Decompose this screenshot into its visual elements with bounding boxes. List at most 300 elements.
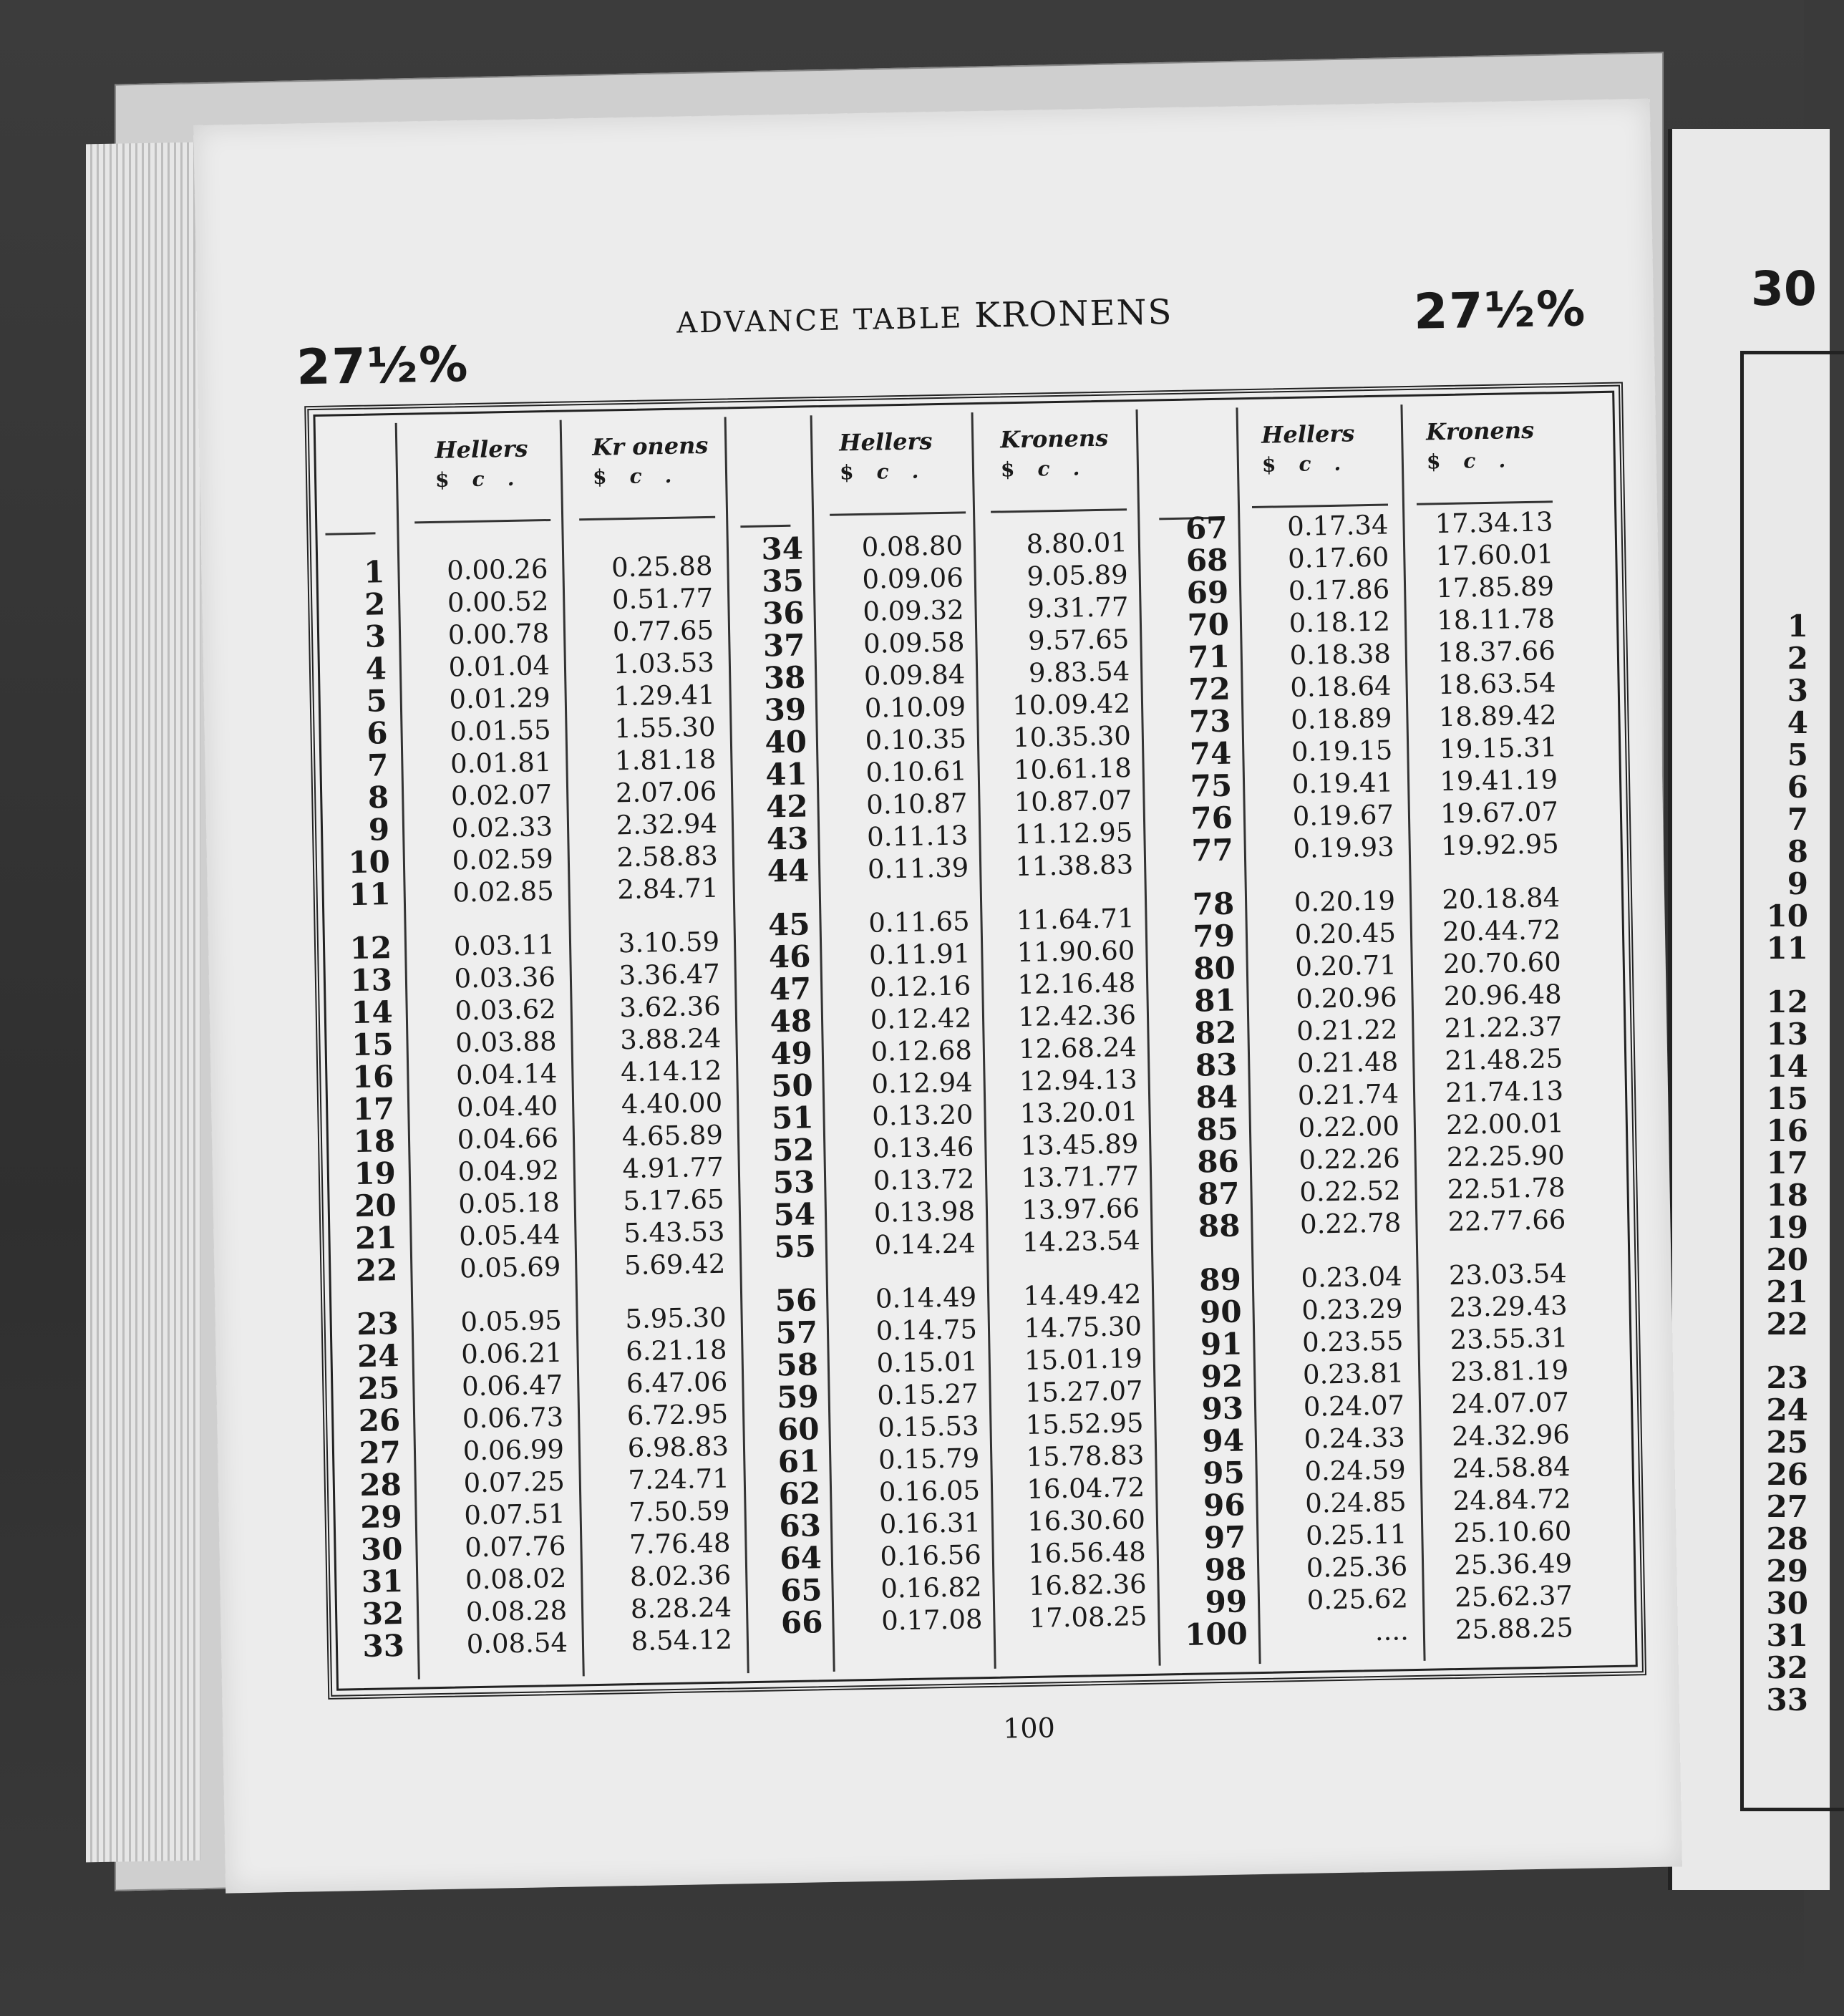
hellers-value-cell: 0.08.28 — [465, 1594, 568, 1628]
next-page-row-number: 28 — [1766, 1521, 1808, 1556]
row-number-cell: 25 — [357, 1370, 400, 1407]
kronens-value-cell: 17.85.89 — [1435, 571, 1555, 604]
hellers-value-cell: 0.04.92 — [457, 1154, 560, 1188]
hellers-value-cell: 0.13.72 — [873, 1163, 975, 1196]
kronens-value-cell: 14.23.54 — [1022, 1225, 1141, 1259]
row-number-cell: 17 — [352, 1091, 395, 1128]
hellers-value-cell: 0.04.40 — [456, 1090, 558, 1123]
kronens-value-cell: 19.92.95 — [1440, 828, 1560, 862]
kronens-value-cell: 24.58.84 — [1452, 1451, 1571, 1485]
row-number-cell: 14 — [350, 994, 394, 1031]
kronens-value-cell: 7.50.59 — [628, 1495, 730, 1528]
row-number-cell: 11 — [348, 876, 392, 913]
next-page-row-number: 8 — [1787, 834, 1808, 869]
next-page-row-number: 23 — [1766, 1360, 1808, 1395]
row-number-cell: 84 — [1195, 1079, 1238, 1115]
next-page-row-number: 17 — [1766, 1145, 1808, 1181]
kronens-value-cell: 10.87.07 — [1014, 785, 1132, 818]
row-number-cell: 26 — [358, 1402, 401, 1439]
row-number-cell: 34 — [761, 530, 804, 567]
hellers-value-cell: 0.02.59 — [452, 843, 554, 876]
row-number-cell: 18 — [353, 1123, 396, 1160]
hellers-value-cell: 0.12.68 — [870, 1034, 973, 1067]
kronens-value-cell: 17.34.13 — [1435, 506, 1553, 540]
kronens-value-cell: 12.94.13 — [1019, 1064, 1138, 1097]
kronens-value-cell: 18.89.42 — [1438, 699, 1557, 733]
hellers-value-cell: 0.07.25 — [463, 1465, 566, 1499]
hellers-value-cell: 0.24.33 — [1304, 1422, 1406, 1455]
row-number-cell: 80 — [1193, 950, 1236, 987]
kronens-value-cell: 2.07.06 — [615, 775, 717, 809]
kronens-value-cell: 19.15.31 — [1439, 732, 1558, 765]
kronens-value-cell: 9.05.89 — [1027, 559, 1129, 592]
kronens-value-cell: 23.29.43 — [1449, 1290, 1568, 1324]
next-page-row-number: 9 — [1787, 866, 1808, 901]
main-page — [193, 99, 1682, 1894]
row-number-cell: 88 — [1198, 1208, 1241, 1244]
hellers-value-cell: 0.17.34 — [1286, 509, 1389, 543]
kronens-value-cell: 9.57.65 — [1027, 624, 1130, 656]
kronens-value-cell: 20.70.60 — [1442, 946, 1562, 980]
head-kronens-1: Kr onens $c. — [591, 431, 709, 489]
kronens-value-cell: 21.22.37 — [1444, 1011, 1563, 1045]
kronens-value-cell: 5.69.42 — [623, 1248, 726, 1281]
hellers-value-cell: 0.10.35 — [865, 723, 967, 756]
row-number-cell: 51 — [771, 1100, 814, 1136]
block-1-hellers — [412, 553, 568, 1661]
kronens-value-cell: 0.51.77 — [611, 582, 714, 616]
row-number-cell: 29 — [359, 1498, 403, 1536]
kronens-value-cell: 3.10.59 — [618, 926, 720, 959]
row-number-cell: 36 — [762, 595, 805, 631]
row-number-cell: 97 — [1203, 1519, 1246, 1556]
next-page-row-number: 10 — [1766, 898, 1808, 934]
row-number-cell: 70 — [1187, 606, 1230, 643]
hellers-value-cell: 0.07.76 — [464, 1530, 566, 1564]
hellers-value-cell: 0.03.11 — [453, 929, 555, 962]
hellers-value-cell: 0.21.48 — [1296, 1046, 1399, 1079]
block-1-kronens — [576, 550, 732, 1658]
kronens-value-cell: 16.56.48 — [1027, 1536, 1147, 1569]
row-number-cell: 66 — [780, 1604, 823, 1641]
next-page-row-number: 26 — [1766, 1457, 1808, 1492]
hellers-value-cell: 0.23.04 — [1301, 1261, 1403, 1294]
row-number-cell: 5 — [366, 683, 388, 719]
hellers-value-cell: 0.00.52 — [447, 586, 549, 619]
kronens-value-cell: 20.44.72 — [1442, 914, 1561, 948]
next-page-row-number: 20 — [1766, 1242, 1808, 1277]
hellers-value-cell: 0.06.99 — [462, 1433, 565, 1467]
row-number-cell: 31 — [361, 1563, 404, 1600]
kronens-value-cell: 21.74.13 — [1445, 1075, 1564, 1109]
kronens-value-cell: 13.20.01 — [1019, 1096, 1138, 1130]
hellers-value-cell: 0.19.15 — [1291, 735, 1393, 768]
next-page-row-number: 12 — [1766, 984, 1808, 1019]
head-hellers-1: Hellers $c. — [435, 435, 538, 492]
kronens-value-cell: 14.49.42 — [1023, 1279, 1142, 1312]
row-number-cell: 95 — [1202, 1455, 1246, 1491]
hellers-value-cell: 0.12.42 — [870, 1002, 972, 1035]
kronens-value-cell: 5.95.30 — [625, 1302, 727, 1335]
hellers-value-cell: 0.17.08 — [880, 1604, 983, 1637]
next-page-row-number: 25 — [1766, 1425, 1808, 1460]
row-number-cell: 89 — [1198, 1261, 1242, 1298]
row-number-cell: 61 — [777, 1443, 820, 1480]
row-number-cell: 77 — [1190, 832, 1234, 868]
kronens-value-cell: 7.76.48 — [629, 1527, 731, 1561]
hellers-value-cell: 0.09.58 — [863, 626, 965, 659]
next-page-row-number: 3 — [1787, 673, 1808, 708]
next-page-row-number: 33 — [1766, 1682, 1808, 1717]
kronens-value-cell: 5.43.53 — [623, 1216, 725, 1249]
next-page-row-number: 6 — [1787, 770, 1808, 805]
hellers-value-cell: 0.02.85 — [452, 875, 555, 908]
row-number-cell: 83 — [1195, 1047, 1238, 1083]
row-number-cell: 21 — [354, 1220, 397, 1256]
kronens-value-cell: 16.30.60 — [1027, 1503, 1146, 1537]
hellers-value-cell: 0.11.65 — [868, 906, 970, 939]
next-page-row-number: 21 — [1766, 1274, 1808, 1309]
row-number-cell: 4 — [365, 651, 387, 687]
next-page-row-number: 15 — [1766, 1081, 1808, 1116]
row-number-cell: 30 — [360, 1531, 403, 1568]
hellers-value-cell: 0.08.54 — [466, 1627, 568, 1660]
hellers-value-cell: 0.22.26 — [1299, 1143, 1401, 1176]
next-page-row-numbers — [1744, 610, 1808, 1716]
hellers-value-cell: 0.08.02 — [465, 1562, 567, 1596]
row-number-cell: 79 — [1193, 918, 1236, 954]
row-number-cell: 3 — [364, 619, 387, 654]
row-number-cell: 12 — [349, 930, 392, 966]
page-title — [676, 292, 1173, 341]
kronens-value-cell: 8.80.01 — [1026, 527, 1128, 560]
kronens-value-cell: 10.35.30 — [1012, 720, 1132, 754]
kronens-value-cell: 12.16.48 — [1017, 967, 1136, 1001]
hellers-value-cell: 0.25.62 — [1306, 1583, 1409, 1616]
row-number-cell: 67 — [1185, 510, 1228, 546]
hellers-value-cell: 0.20.45 — [1294, 917, 1397, 950]
hellers-value-cell: 0.01.04 — [448, 650, 550, 683]
hellers-value-cell: 0.04.14 — [455, 1057, 558, 1091]
kronens-value-cell: 12.42.36 — [1017, 999, 1137, 1033]
hellers-value-cell: 0.02.07 — [450, 778, 553, 812]
row-number-cell: 74 — [1189, 735, 1232, 772]
row-number-cell: 7 — [367, 747, 389, 783]
row-number-cell: 37 — [762, 627, 805, 664]
hellers-value-cell: 0.12.16 — [869, 970, 971, 1003]
row-number-cell: 68 — [1185, 542, 1228, 578]
next-page-row-number: 22 — [1766, 1307, 1808, 1342]
kronens-value-cell: 11.12.95 — [1014, 817, 1133, 850]
row-number-cell: 49 — [770, 1035, 813, 1072]
head-kronens-3: Kronens $c. — [1425, 416, 1535, 474]
page-number: 100 — [1002, 1712, 1056, 1745]
kronens-value-cell: 20.18.84 — [1441, 882, 1561, 916]
hellers-value-cell: 0.09.06 — [862, 562, 964, 595]
row-number-cell: 42 — [765, 788, 809, 825]
row-number-cell: 2 — [364, 586, 386, 622]
kronens-value-cell: 17.60.01 — [1435, 538, 1554, 572]
block-3-kronens — [1406, 505, 1573, 1646]
hellers-value-cell: 0.15.79 — [878, 1443, 980, 1475]
next-page-row-number: 11 — [1766, 931, 1808, 966]
hellers-value-cell: 0.14.75 — [875, 1314, 978, 1347]
hellers-value-cell: 0.23.81 — [1302, 1357, 1404, 1390]
hellers-value-cell: 0.24.85 — [1304, 1486, 1407, 1519]
row-number-cell: 33 — [362, 1627, 405, 1664]
kronens-value-cell: 11.38.83 — [1015, 849, 1134, 883]
kronens-value-cell: 4.65.89 — [621, 1119, 724, 1153]
next-page-row-number: 18 — [1766, 1178, 1808, 1213]
hellers-value-cell: 0.16.05 — [878, 1475, 981, 1508]
row-number-cell: 65 — [780, 1572, 823, 1609]
head-hellers-2: Hellers $c. — [838, 427, 942, 485]
row-number-cell: 50 — [770, 1067, 814, 1104]
hellers-value-cell: 0.02.33 — [451, 810, 553, 844]
kronens-value-cell: 4.40.00 — [621, 1087, 723, 1120]
hellers-value-cell: 0.03.62 — [455, 993, 557, 1027]
row-number-cell: 27 — [359, 1435, 402, 1471]
row-number-cell: 16 — [351, 1059, 394, 1095]
kronens-value-cell: 15.27.07 — [1024, 1375, 1144, 1409]
kronens-value-cell: 0.25.88 — [611, 550, 713, 583]
next-page-row-number: 5 — [1787, 737, 1808, 772]
hellers-value-cell: 0.22.52 — [1299, 1175, 1401, 1208]
row-number-cell: 48 — [770, 1003, 812, 1040]
hellers-value-cell: 0.13.98 — [873, 1196, 976, 1228]
hellers-value-cell: 0.11.91 — [868, 938, 971, 971]
percent-left: 27½% — [296, 336, 470, 397]
hellers-value-cell: 0.18.38 — [1289, 638, 1392, 672]
hellers-value-cell: 0.22.00 — [1298, 1110, 1400, 1143]
kronens-value-cell: 0.77.65 — [612, 614, 714, 648]
hellers-value-cell: 0.03.88 — [455, 1025, 557, 1059]
hellers-value-cell: 0.05.69 — [459, 1251, 561, 1284]
row-number-cell: 59 — [776, 1379, 820, 1415]
hellers-value-cell: 0.19.93 — [1293, 831, 1395, 865]
row-number-cell: 62 — [778, 1475, 821, 1512]
kronens-value-cell: 7.24.71 — [628, 1463, 730, 1496]
hellers-value-cell: 0.06.47 — [461, 1369, 563, 1402]
hellers-value-cell: 0.17.86 — [1288, 573, 1390, 607]
kronens-value-cell: 13.97.66 — [1021, 1193, 1140, 1226]
hellers-value-cell: 0.24.07 — [1303, 1390, 1405, 1423]
hellers-value-cell: 0.15.53 — [877, 1410, 979, 1443]
head-hellers-3: Hellers $c. — [1261, 420, 1364, 477]
kronens-value-cell: 10.09.42 — [1011, 688, 1131, 722]
hellers-value-cell: 0.16.82 — [880, 1571, 982, 1604]
row-number-cell: 24 — [356, 1338, 399, 1375]
kronens-value-cell: 20.96.48 — [1443, 979, 1562, 1012]
row-number-cell: 93 — [1201, 1390, 1244, 1427]
kronens-value-cell: 19.67.07 — [1440, 796, 1559, 830]
hellers-value-cell: 0.00.26 — [446, 553, 548, 586]
hellers-value-cell: 0.00.78 — [447, 618, 550, 651]
kronens-value-cell: 12.68.24 — [1018, 1032, 1137, 1065]
hellers-value-cell: 0.15.01 — [876, 1346, 979, 1379]
hellers-value-cell: 0.11.13 — [866, 820, 969, 853]
title-prefix: ADVANCE TABLE — [676, 301, 964, 340]
row-number-cell: 82 — [1194, 1014, 1237, 1051]
kronens-value-cell: 4.14.12 — [620, 1055, 722, 1088]
kronens-value-cell: 1.03.53 — [613, 646, 715, 680]
kronens-value-cell: 8.28.24 — [630, 1591, 732, 1625]
next-page-row-number: 30 — [1766, 1586, 1808, 1621]
row-number-cell: 20 — [354, 1188, 397, 1224]
kronens-value-cell: 6.21.18 — [625, 1334, 727, 1367]
row-number-cell: 19 — [353, 1155, 397, 1192]
kronens-value-cell: 1.55.30 — [613, 711, 716, 745]
row-number-cell: 52 — [772, 1132, 815, 1168]
kronens-value-cell: 6.72.95 — [626, 1398, 729, 1432]
hellers-value-cell: 0.15.27 — [877, 1378, 979, 1411]
kronens-value-cell: 1.81.18 — [614, 743, 717, 777]
row-number-cell: 13 — [350, 962, 393, 999]
kronens-value-cell: 23.03.54 — [1448, 1258, 1568, 1292]
next-page-row-number: 32 — [1766, 1650, 1808, 1685]
hellers-value-cell: 0.17.60 — [1287, 541, 1389, 575]
kronens-value-cell: 3.62.36 — [619, 990, 722, 1024]
row-number-cell: 56 — [775, 1282, 817, 1319]
block-2-hellers — [827, 529, 983, 1637]
hellers-value-cell: 0.09.32 — [862, 594, 964, 627]
kronens-value-cell: 15.52.95 — [1025, 1407, 1144, 1440]
hellers-value-cell: 0.20.71 — [1295, 949, 1397, 982]
kronens-value-cell: 22.51.78 — [1447, 1172, 1566, 1206]
row-number-cell: 32 — [361, 1595, 404, 1632]
kronens-value-cell: 22.77.66 — [1447, 1204, 1566, 1238]
next-page-row-number: 2 — [1787, 641, 1808, 676]
kronens-value-cell: 1.29.41 — [613, 679, 716, 712]
hellers-value-cell: .... — [1374, 1615, 1409, 1647]
row-number-cell: 39 — [764, 692, 807, 728]
kronens-value-cell: 13.45.89 — [1020, 1128, 1139, 1162]
kronens-value-cell: 25.36.49 — [1453, 1548, 1573, 1581]
next-page-percent: 30 — [1751, 261, 1817, 316]
row-number-cell: 64 — [779, 1540, 822, 1576]
head-kronens-2: Kronens $c. — [999, 424, 1109, 482]
hellers-value-cell: 0.18.12 — [1289, 606, 1391, 639]
row-number-cell: 45 — [767, 906, 811, 943]
hellers-value-cell: 0.23.55 — [1301, 1325, 1404, 1358]
row-number-cell: 55 — [773, 1228, 817, 1265]
row-number-cell: 86 — [1196, 1143, 1240, 1180]
hellers-value-cell: 0.23.29 — [1301, 1293, 1403, 1326]
row-number-cell: 44 — [767, 853, 810, 889]
kronens-value-cell: 18.11.78 — [1436, 603, 1556, 636]
row-number-cell: 23 — [356, 1306, 399, 1342]
row-number-cell: 99 — [1205, 1584, 1248, 1620]
row-number-cell: 85 — [1196, 1111, 1239, 1148]
hellers-value-cell: 0.14.24 — [874, 1228, 976, 1261]
row-number-cell: 41 — [765, 756, 808, 793]
percent-right: 27½% — [1413, 281, 1587, 341]
hellers-value-cell: 0.05.44 — [458, 1218, 561, 1252]
row-number-cell: 69 — [1186, 574, 1229, 611]
hellers-value-cell: 0.10.87 — [865, 788, 968, 820]
hellers-value-cell: 0.16.56 — [880, 1539, 982, 1572]
page-edges — [86, 142, 200, 1863]
kronens-value-cell: 9.83.54 — [1028, 656, 1130, 689]
hellers-value-cell: 0.05.95 — [460, 1304, 563, 1338]
kronens-value-cell: 13.71.77 — [1020, 1160, 1140, 1194]
hellers-value-cell: 0.19.41 — [1291, 767, 1394, 800]
hellers-value-cell: 0.04.66 — [457, 1122, 559, 1155]
hellers-value-cell: 0.05.18 — [458, 1186, 561, 1220]
hellers-value-cell: 0.16.31 — [879, 1507, 981, 1540]
next-page — [1668, 129, 1830, 1890]
kronens-value-cell: 22.00.01 — [1445, 1108, 1565, 1141]
hellers-value-cell: 0.13.46 — [872, 1131, 974, 1164]
hellers-value-cell: 0.20.19 — [1294, 885, 1396, 918]
kronens-value-cell: 2.58.83 — [616, 840, 719, 873]
next-page-row-number: 7 — [1787, 802, 1808, 837]
row-number-cell: 90 — [1199, 1294, 1243, 1330]
hellers-value-cell: 0.09.84 — [863, 659, 966, 692]
row-number-cell: 6 — [366, 715, 389, 751]
row-number-cell: 76 — [1190, 800, 1233, 836]
hellers-value-cell: 0.18.89 — [1290, 702, 1392, 736]
row-number-cell: 47 — [769, 971, 812, 1007]
row-number-cell: 22 — [355, 1252, 398, 1289]
next-page-row-number: 14 — [1766, 1049, 1808, 1084]
kronens-value-cell: 16.04.72 — [1026, 1471, 1145, 1505]
row-number-cell: 91 — [1200, 1326, 1243, 1362]
next-page-row-number: 13 — [1766, 1017, 1808, 1052]
title-main: KRONENS — [974, 291, 1173, 336]
row-number-cell: 38 — [763, 659, 806, 696]
row-number-cell: 9 — [368, 812, 390, 848]
kronens-value-cell: 5.17.65 — [623, 1183, 725, 1217]
kronens-value-cell: 25.88.25 — [1455, 1612, 1574, 1646]
hellers-value-cell: 0.10.61 — [865, 755, 968, 788]
kronens-value-cell: 23.55.31 — [1450, 1322, 1568, 1356]
row-number-cell: 57 — [775, 1314, 818, 1351]
row-number-cell: 40 — [765, 724, 807, 760]
next-page-row-number: 19 — [1766, 1210, 1808, 1245]
row-number-cell: 92 — [1200, 1358, 1243, 1395]
block-2-kronens — [984, 526, 1147, 1634]
kronens-value-cell: 2.84.71 — [617, 872, 719, 906]
hellers-value-cell: 0.06.73 — [462, 1401, 564, 1435]
next-page-row-number: 29 — [1766, 1554, 1808, 1589]
row-number-cell: 10 — [348, 844, 391, 881]
hellers-value-cell: 0.18.64 — [1290, 670, 1392, 704]
next-page-row-number: 16 — [1766, 1113, 1808, 1148]
kronens-value-cell: 18.37.66 — [1437, 635, 1556, 669]
hellers-value-cell: 0.10.09 — [864, 691, 966, 724]
row-number-cell: 78 — [1192, 886, 1235, 922]
kronens-value-cell: 11.90.60 — [1016, 935, 1135, 969]
conversion-table — [304, 382, 1646, 1699]
kronens-value-cell: 8.02.36 — [629, 1559, 732, 1593]
row-number-cell: 54 — [773, 1196, 816, 1233]
kronens-value-cell: 10.61.18 — [1013, 752, 1132, 786]
kronens-value-cell: 22.25.90 — [1446, 1140, 1566, 1173]
hellers-value-cell: 0.25.36 — [1306, 1551, 1408, 1584]
hellers-value-cell: 0.21.74 — [1297, 1078, 1399, 1111]
kronens-value-cell: 24.84.72 — [1452, 1483, 1571, 1517]
row-number-cell: 1 — [363, 554, 385, 590]
kronens-value-cell: 3.88.24 — [619, 1022, 722, 1056]
kronens-value-cell: 15.78.83 — [1026, 1439, 1145, 1473]
kronens-value-cell: 24.07.07 — [1450, 1387, 1570, 1420]
row-number-cell: 81 — [1193, 982, 1237, 1019]
kronens-value-cell: 17.08.25 — [1029, 1600, 1147, 1634]
row-number-cell: 75 — [1190, 767, 1233, 804]
row-number-cell: 98 — [1204, 1551, 1247, 1588]
row-number-cell: 87 — [1197, 1176, 1241, 1212]
